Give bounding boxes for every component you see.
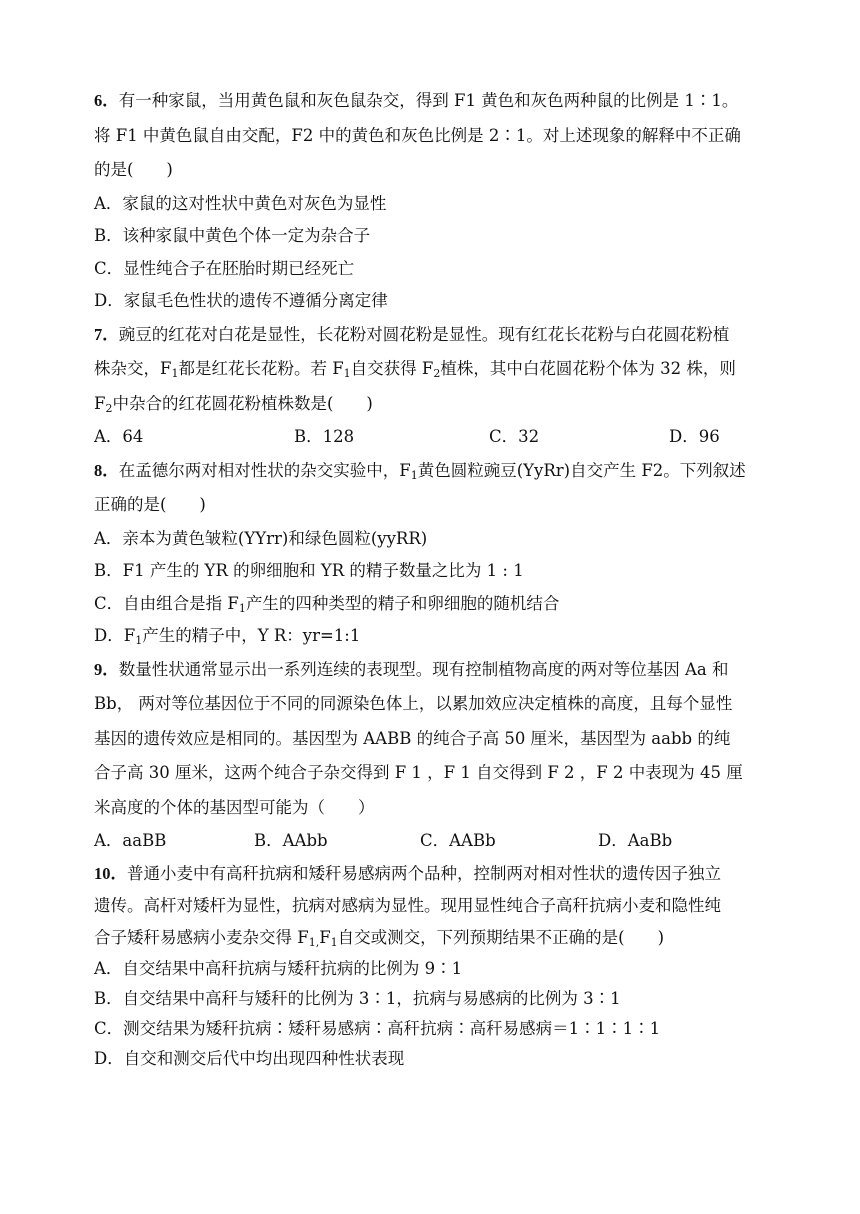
option-d: D．自交和测交后代中均出现四种性状表现 bbox=[94, 1048, 405, 1068]
question-10 bbox=[94, 858, 774, 1074]
stem-line: 的是( ) bbox=[94, 160, 173, 179]
options-row bbox=[94, 421, 774, 454]
option-a: A．aaBB bbox=[94, 831, 167, 850]
number-suffix: ． bbox=[110, 863, 127, 883]
question-stem bbox=[94, 858, 774, 954]
subscript: 1 bbox=[410, 468, 418, 482]
option-b: B．自交结果中高秆与矮秆的比例为 3∶1，抗病与易感病的比例为 3∶1 bbox=[94, 988, 621, 1008]
subscript: 1 bbox=[135, 634, 143, 647]
stem-text: F bbox=[94, 393, 106, 413]
question-6 bbox=[94, 84, 774, 318]
stem-text: 株杂交，F bbox=[94, 359, 172, 378]
number-suffix: ． bbox=[102, 659, 119, 679]
question-stem bbox=[94, 84, 774, 188]
option-d: D．家鼠毛色性状的遗传不遵循分离定律 bbox=[94, 291, 388, 310]
stem-text: 都是红花长花粉。若 F bbox=[178, 359, 344, 378]
question-stem bbox=[94, 318, 774, 422]
number-suffix: ． bbox=[102, 460, 119, 480]
question-stem bbox=[94, 454, 774, 523]
option-a: A．家鼠的这对性状中黄色对灰色为显性 bbox=[94, 193, 387, 213]
option-text: C．自由组合是指 F bbox=[94, 593, 239, 613]
stem-line: 数量性状通常显示出一系列连续的表现型。现有控制植物高度的两对等位基因 Aa 和 bbox=[118, 659, 729, 679]
subscript: 1 bbox=[238, 601, 246, 615]
question-9 bbox=[94, 653, 774, 858]
stem-text: 自交获得 F bbox=[350, 359, 434, 378]
subscript: 2 bbox=[105, 401, 113, 415]
option-a: A．64 bbox=[94, 427, 144, 446]
option-c bbox=[94, 588, 774, 621]
subscript: 2 bbox=[433, 367, 441, 380]
stem-line: 基因的遗传效应是相同的。基因型为 AABB 的纯合子高 50 厘米，基因型为 aabb 的纯 bbox=[94, 728, 731, 748]
option-a: A．自交结果中高秆抗病与矮秆抗病的比例为 9∶1 bbox=[94, 958, 463, 978]
stem-text: 中杂合的红花圆花粉植株数是( ) bbox=[112, 393, 373, 413]
stem-text: F bbox=[319, 927, 331, 947]
option-text: 产生的精子中，Y R：yr=1:1 bbox=[142, 626, 361, 645]
option-a: A．亲本为黄色皱粒(YYrr)和绿色圆粒(yyRR) bbox=[94, 528, 428, 548]
option-c: C．32 bbox=[489, 427, 540, 446]
subscript: 1, bbox=[308, 935, 320, 949]
stem-line: 正确的是( ) bbox=[94, 495, 206, 514]
option-d: D．96 bbox=[669, 427, 720, 446]
question-number: 8 bbox=[94, 460, 103, 480]
stem-line: 有一种家鼠，当用黄色鼠和灰色鼠杂交，得到 F1 黄色和灰色两种鼠的比例是 1∶1。 bbox=[118, 91, 739, 110]
option-c: C．显性纯合子在胚胎时期已经死亡 bbox=[94, 258, 355, 278]
option-c: C．测交结果为矮秆抗病∶矮秆易感病∶高秆抗病∶高秆易感病＝1∶1∶1∶1 bbox=[94, 1018, 661, 1038]
stem-text: 自交或测交，下列预期结果不正确的是( ) bbox=[337, 927, 665, 947]
stem-line: 将 F1 中黄色鼠自由交配，F2 中的黄色和灰色比例是 2∶1。对上述现象的解释中不正确 bbox=[94, 125, 741, 145]
option-b: B．F1 产生的 YR 的卵细胞和 YR 的精子数量之比为 1 : 1 bbox=[94, 561, 524, 580]
stem-text: 黄色圆粒豌豆(YyRr)自交产生 F2。下列叙述 bbox=[417, 460, 746, 480]
option-text: 产生的四种类型的精子和卵细胞的随机结合 bbox=[245, 593, 560, 613]
option-d: D．AaBb bbox=[598, 831, 673, 850]
stem-text: 合子矮秆易感病小麦杂交得 F bbox=[94, 927, 309, 947]
stem-line: 遗传。高杆对矮杆为显性，抗病对感病为显性。现用显性纯合子高秆抗病小麦和隐性纯 bbox=[94, 895, 721, 915]
option-b: B．AAbb bbox=[254, 831, 328, 850]
subscript: 1 bbox=[330, 935, 338, 949]
question-8 bbox=[94, 454, 774, 653]
subscript: 1 bbox=[171, 367, 179, 380]
question-number: 9 bbox=[94, 659, 103, 679]
option-c: C．AABb bbox=[420, 831, 496, 850]
stem-text: 植株，其中白花圆花粉个体为 32 株，则 bbox=[440, 359, 736, 378]
subscript: 1 bbox=[343, 367, 351, 380]
number-suffix: ． bbox=[102, 324, 119, 344]
question-number: 10 bbox=[94, 863, 111, 883]
question-7 bbox=[94, 318, 774, 454]
stem-line: 豌豆的红花对白花是显性，长花粉对圆花粉是显性。现有红花长花粉与白花圆花粉植 bbox=[118, 324, 730, 344]
option-d bbox=[94, 620, 774, 653]
stem-line: 米高度的个体的基因型可能为（ ） bbox=[94, 797, 375, 817]
exam-page bbox=[94, 84, 774, 1074]
stem-line: Bb， 两对等位基因位于不同的同源染色体上，以累加效应决定植株的高度，且每个显性 bbox=[94, 694, 733, 713]
option-b: B．该种家鼠中黄色个体一定为杂合子 bbox=[94, 226, 371, 245]
stem-line: 普通小麦中有高秆抗病和矮秆易感病两个品种，控制两对相对性状的遗传因子独立 bbox=[127, 863, 721, 883]
question-stem bbox=[94, 653, 774, 826]
option-text: D．F bbox=[94, 626, 136, 645]
question-number: 6 bbox=[94, 91, 103, 110]
stem-line: 合子高 30 厘米，这两个纯合子杂交得到 F 1 ，F 1 自交得到 F 2 ，F 2 中表现为 45 厘 bbox=[94, 763, 743, 782]
options-row bbox=[94, 825, 774, 858]
option-b: B．128 bbox=[294, 427, 355, 446]
question-number: 7 bbox=[94, 324, 103, 344]
number-suffix: ． bbox=[102, 91, 119, 110]
stem-text: 在孟德尔两对相对性状的杂交实验中，F bbox=[118, 460, 411, 480]
